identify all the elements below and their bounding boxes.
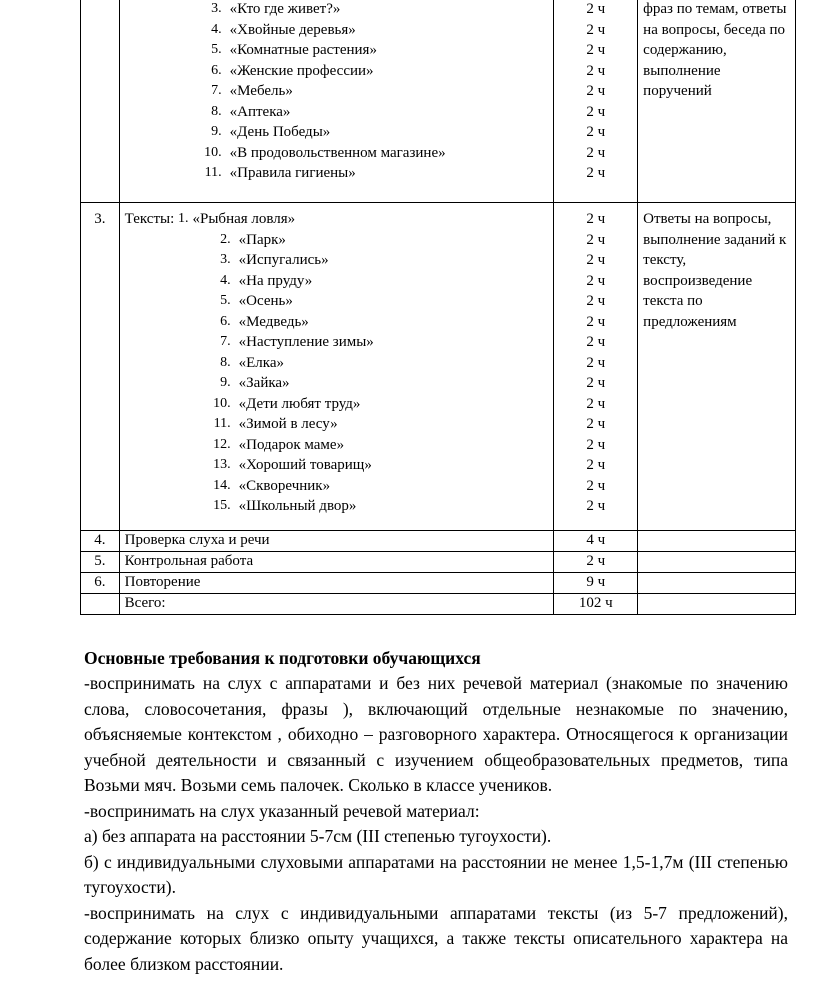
item-number: 3. bbox=[220, 252, 231, 267]
item-title: «Зайка» bbox=[238, 375, 290, 391]
item-title: «Испугались» bbox=[238, 252, 329, 268]
list-item bbox=[125, 20, 549, 41]
activity-cell: Ответы на вопросы, выполнение заданий к тексту, воспроизведение текста по предложениям bbox=[638, 203, 796, 531]
list-item bbox=[125, 250, 549, 271]
topic-cell: Проверка слуха и речи bbox=[119, 531, 554, 552]
requirement-paragraph: а) без аппарата на расстоянии 5-7см (III степенью тугоухости). bbox=[84, 826, 552, 846]
item-title: «Кто где живет?» bbox=[229, 1, 341, 17]
item-number: 15. bbox=[213, 498, 231, 513]
list-item bbox=[125, 353, 549, 374]
item-title: «Мебель» bbox=[229, 83, 293, 99]
activity-cell bbox=[638, 594, 796, 615]
list-item bbox=[125, 61, 549, 82]
topic-cell bbox=[119, 203, 554, 531]
hours-list bbox=[559, 209, 632, 517]
item-number: 1. bbox=[178, 211, 189, 226]
hours-list bbox=[559, 0, 632, 184]
list-item bbox=[125, 271, 549, 292]
item-title: «Елка» bbox=[238, 354, 285, 371]
list-item bbox=[125, 143, 549, 164]
topic-cell: Повторение bbox=[119, 573, 554, 594]
list-item bbox=[125, 40, 549, 61]
item-title: «Рыбная ловля» bbox=[192, 211, 296, 227]
hours-cell bbox=[554, 0, 638, 203]
item-hours: 2 ч bbox=[586, 436, 606, 453]
item-hours: 2 ч bbox=[586, 231, 606, 248]
item-number: 3. bbox=[211, 1, 222, 16]
item-title: «Подарок маме» bbox=[238, 436, 345, 453]
requirements-section bbox=[84, 646, 788, 977]
item-title: «Женские профессии» bbox=[229, 62, 374, 79]
item-hours: 2 ч bbox=[586, 272, 606, 289]
item-title: «Парк» bbox=[238, 231, 286, 248]
item-title: «Скворечник» bbox=[238, 477, 331, 494]
table-row bbox=[81, 203, 796, 531]
curriculum-table bbox=[80, 0, 796, 615]
item-title: «Хвойные деревья» bbox=[229, 21, 356, 38]
topic-list bbox=[125, 0, 549, 184]
item-hours: 2 ч bbox=[586, 83, 606, 99]
item-title: «На пруду» bbox=[238, 272, 313, 289]
item-title: «В продовольственном магазине» bbox=[229, 144, 446, 161]
activity-cell bbox=[638, 552, 796, 573]
activity-cell: фраз по темам, ответы на вопросы, беседа по содержанию, выполнение поручений bbox=[638, 0, 796, 203]
item-number: 11. bbox=[213, 416, 231, 431]
item-title: «Аптека» bbox=[229, 103, 291, 120]
item-title: «Медведь» bbox=[238, 313, 309, 330]
item-hours: 2 ч bbox=[586, 477, 606, 494]
total-label: Всего: bbox=[119, 594, 554, 615]
item-hours: 2 ч bbox=[586, 103, 606, 120]
item-hours: 2 ч bbox=[586, 334, 606, 350]
item-hours: 2 ч bbox=[586, 62, 606, 79]
item-title: «Правила гигиены» bbox=[229, 165, 356, 181]
list-item bbox=[125, 291, 549, 312]
item-hours: 2 ч bbox=[586, 21, 606, 38]
item-hours: 2 ч bbox=[586, 165, 606, 181]
item-hours: 2 ч bbox=[586, 293, 606, 309]
item-number: 8. bbox=[220, 354, 231, 370]
item-number: 10. bbox=[213, 395, 231, 411]
activity-cell bbox=[638, 531, 796, 552]
item-number: 9. bbox=[220, 375, 231, 390]
table-row bbox=[81, 531, 796, 552]
item-number: 5. bbox=[220, 293, 231, 308]
total-row bbox=[81, 594, 796, 615]
list-item bbox=[125, 81, 549, 102]
item-hours: 2 ч bbox=[586, 313, 606, 330]
topic-cell bbox=[119, 0, 554, 203]
row-number: 4. bbox=[81, 531, 120, 552]
table-row bbox=[81, 552, 796, 573]
section-heading: Основные требования к подготовки обучающихся bbox=[84, 648, 481, 668]
item-number: 10. bbox=[204, 144, 222, 160]
item-hours: 2 ч bbox=[586, 457, 606, 473]
item-hours: 2 ч bbox=[586, 1, 606, 17]
hours-cell: 9 ч bbox=[554, 573, 638, 594]
list-item bbox=[125, 0, 549, 20]
item-title: «Школьный двор» bbox=[238, 498, 357, 514]
topic-cell: Контрольная работа bbox=[119, 552, 554, 573]
item-title: «День Победы» bbox=[229, 124, 331, 140]
row-number bbox=[81, 594, 120, 615]
item-title: «Зимой в лесу» bbox=[238, 416, 338, 432]
item-hours: 2 ч bbox=[586, 395, 606, 412]
item-number: 4. bbox=[211, 21, 222, 37]
requirement-paragraph: -воспринимать на слух с индивидуальными аппаратами тексты (из 5-7 предложений), содержание которых близко опыту учащихся, а также тексты описательного характера на более близком расстоянии. bbox=[84, 902, 788, 974]
list-item bbox=[125, 414, 549, 435]
item-number: 6. bbox=[211, 62, 222, 78]
list-item bbox=[125, 496, 549, 517]
list-item bbox=[125, 122, 549, 143]
requirement-paragraph: -воспринимать на слух с аппаратами и без них речевой материал (знакомые по значению слова, словосочетания, фразы ), включающий отдельные незнакомые по значению, объясняемые контекстом , обиходно – разговорного характера. Относящегося к организации учебной деятельности и связанный с изучением общеобразовательных предметов, типа Возьми мяч. Возьми семь палочек. Сколько в классе учеников. bbox=[84, 673, 788, 795]
item-hours: 2 ч bbox=[586, 42, 606, 58]
total-hours: 102 ч bbox=[554, 594, 638, 615]
row-number: 5. bbox=[81, 552, 120, 573]
item-title: «Дети любят труд» bbox=[238, 395, 361, 412]
text-list bbox=[125, 209, 549, 517]
item-title: «Наступление зимы» bbox=[238, 334, 374, 350]
list-item bbox=[125, 455, 549, 476]
list-item bbox=[125, 435, 549, 456]
list-item bbox=[125, 476, 549, 497]
list-item bbox=[125, 394, 549, 415]
item-title: «Осень» bbox=[238, 293, 293, 309]
list-item bbox=[125, 373, 549, 394]
list-prefix: Тексты: bbox=[124, 211, 175, 227]
item-hours: 2 ч bbox=[586, 375, 606, 391]
item-hours: 2 ч bbox=[586, 416, 606, 432]
requirement-paragraph: б) с индивидуальными слуховыми аппаратами на расстоянии не менее 1,5-1,7м (III степенью тугоухости). bbox=[84, 851, 788, 897]
item-number: 13. bbox=[213, 457, 231, 472]
item-number: 5. bbox=[211, 42, 222, 57]
item-hours: 2 ч bbox=[586, 124, 606, 140]
list-item bbox=[125, 312, 549, 333]
item-number: 6. bbox=[220, 313, 231, 329]
item-number: 12. bbox=[213, 436, 231, 452]
item-number: 11. bbox=[204, 165, 222, 180]
activity-cell bbox=[638, 573, 796, 594]
list-item bbox=[125, 102, 549, 123]
item-number: 14. bbox=[213, 477, 231, 493]
item-number: 9. bbox=[211, 124, 222, 139]
item-hours: 2 ч bbox=[586, 144, 606, 161]
item-number: 4. bbox=[220, 272, 231, 288]
item-hours: 2 ч bbox=[586, 211, 606, 227]
item-hours: 2 ч bbox=[586, 252, 606, 268]
row-number: 3. bbox=[81, 203, 120, 531]
row-number: 6. bbox=[81, 573, 120, 594]
table-row bbox=[81, 0, 796, 203]
item-number: 7. bbox=[211, 83, 222, 98]
hours-cell: 2 ч bbox=[554, 552, 638, 573]
list-item bbox=[125, 230, 549, 251]
item-hours: 2 ч bbox=[586, 498, 606, 514]
table-row bbox=[81, 573, 796, 594]
requirement-paragraph: -воспринимать на слух указанный речевой материал: bbox=[84, 800, 480, 821]
item-number: 2. bbox=[220, 231, 231, 247]
hours-cell: 4 ч bbox=[554, 531, 638, 552]
item-number: 8. bbox=[211, 103, 222, 119]
list-item bbox=[125, 209, 549, 230]
row-number bbox=[81, 0, 120, 203]
list-item bbox=[125, 163, 549, 184]
item-title: «Хороший товарищ» bbox=[238, 457, 372, 473]
item-title: «Комнатные растения» bbox=[229, 42, 377, 58]
item-number: 7. bbox=[220, 334, 231, 349]
item-hours: 2 ч bbox=[586, 354, 606, 371]
list-item bbox=[125, 332, 549, 353]
hours-cell bbox=[554, 203, 638, 531]
